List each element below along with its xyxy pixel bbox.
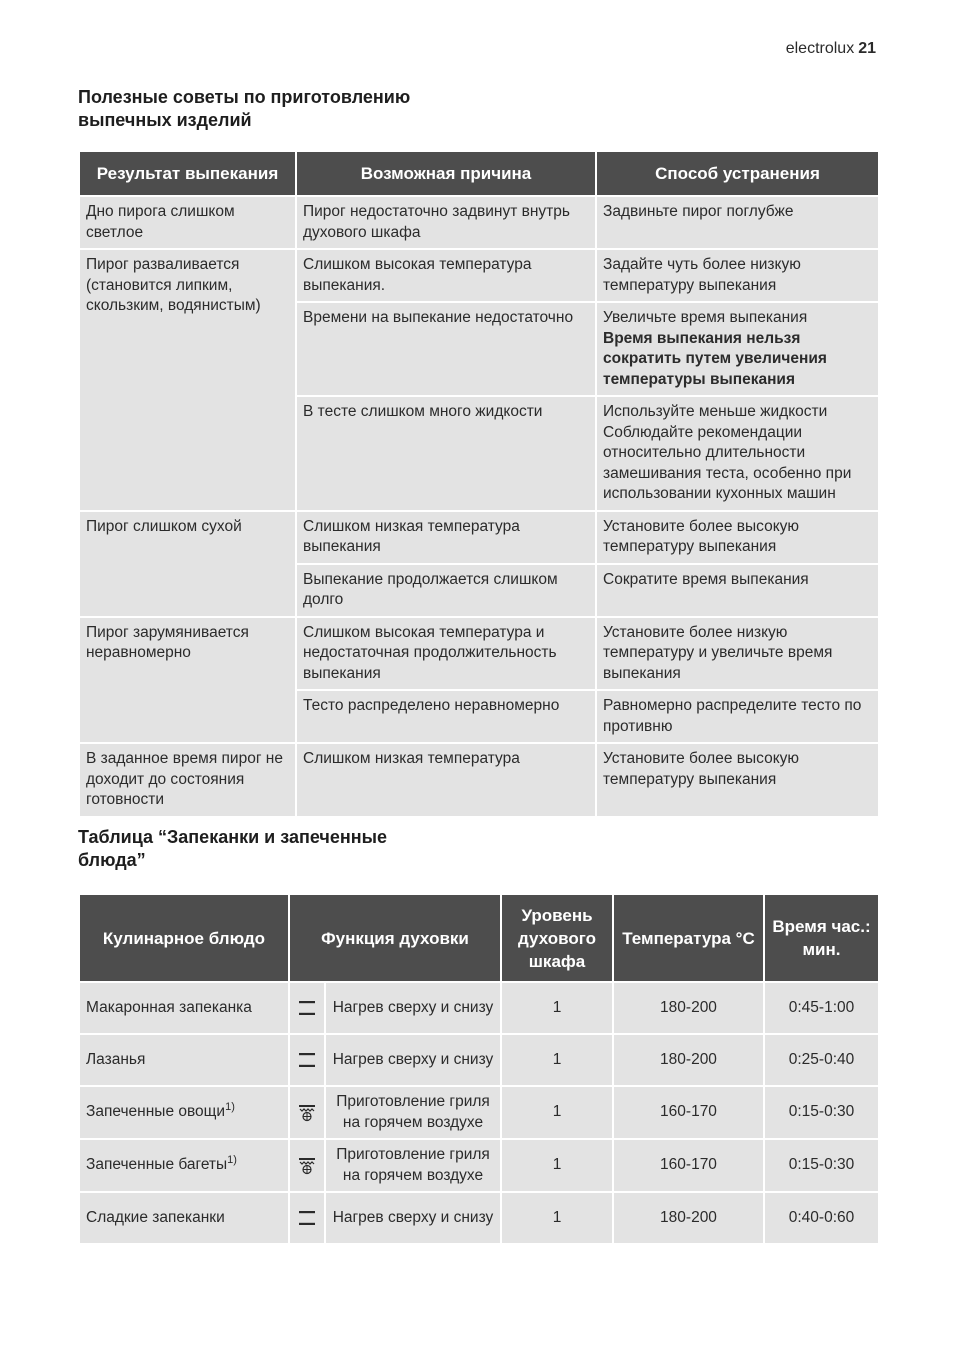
table-row [79, 1192, 879, 1244]
dish-cell [79, 1034, 289, 1086]
table-row [79, 1034, 879, 1086]
function-cell: Нагрев сверху и снизу [325, 982, 501, 1034]
temperature-cell: 180-200 [613, 1192, 764, 1244]
remedy-cell: Установите более низкую температуру и увеличьте время выпекания [596, 617, 879, 691]
page-header [786, 40, 876, 58]
dish-cell [79, 1139, 289, 1192]
level-cell: 1 [501, 982, 613, 1034]
cause-cell: Пирог недостаточно задвинут внутрь духового шкафа [296, 196, 596, 249]
time-cell: 0:15-0:30 [764, 1139, 879, 1192]
column-header-temperature: Температура °C [613, 894, 764, 982]
top-bottom-heat-icon [289, 1192, 325, 1244]
turbo-grill-icon [289, 1139, 325, 1192]
function-cell: Приготовление гриля на горячем воздухе [325, 1139, 501, 1192]
column-header-function: Функция духовки [289, 894, 501, 982]
casserole-section-title: Таблица “Запеканки и запеченные блюда” [78, 827, 387, 870]
table-row [79, 196, 879, 249]
table-row [79, 982, 879, 1034]
remedy-text: Увеличьте время выпекания [603, 309, 808, 326]
cause-cell: Слишком высокая температура и недостаточная продолжительность выпекания [296, 617, 596, 691]
remedy-cell: Установите более высокую температуру выпекания [596, 511, 879, 564]
footnote-marker: 1) [227, 1154, 237, 1167]
table-row [79, 743, 879, 817]
table-row [79, 1139, 879, 1192]
remedy-cell: Задайте чуть более низкую температуру выпекания [596, 249, 879, 302]
remedy-cell: Сократите время выпекания [596, 564, 879, 617]
page-number: 21 [858, 40, 876, 57]
level-cell: 1 [501, 1192, 613, 1244]
remedy-warning: Время выпекания нельзя сократить путем увеличения температуры выпекания [603, 329, 827, 388]
cause-cell: Слишком высокая температура выпекания. [296, 249, 596, 302]
result-cell: Пирог слишком сухой [79, 511, 296, 617]
result-cell: В заданное время пирог не доходит до состояния готовности [79, 743, 296, 817]
dish-name: Запеченные овощи [86, 1103, 226, 1121]
tips-section-title: Полезные советы по приготовлению выпечных изделий [78, 87, 411, 130]
time-cell: 0:40-0:60 [764, 1192, 879, 1244]
table-row [79, 511, 879, 564]
turbo-grill-icon [289, 1086, 325, 1139]
dish-cell [79, 982, 289, 1034]
dish-name: Запеченные багеты [86, 1156, 228, 1174]
function-cell: Нагрев сверху и снизу [325, 1034, 501, 1086]
remedy-cell: Установите более высокую температуру выпекания [596, 743, 879, 817]
table-row [79, 249, 879, 302]
top-bottom-heat-icon [289, 982, 325, 1034]
table-row [79, 617, 879, 691]
column-header-cause: Возможная причина [296, 151, 596, 196]
dish-cell [79, 1086, 289, 1139]
table-header-row [79, 151, 879, 196]
cause-cell: В тесте слишком много жидкости [296, 396, 596, 511]
level-cell: 1 [501, 1086, 613, 1139]
level-cell: 1 [501, 1139, 613, 1192]
dish-name: Макаронная запеканка [86, 998, 252, 1016]
dish-name: Сладкие запеканки [86, 1208, 225, 1226]
time-cell: 0:45-1:00 [764, 982, 879, 1034]
time-cell: 0:15-0:30 [764, 1086, 879, 1139]
result-cell: Пирог зарумянивается неравномерно [79, 617, 296, 744]
cause-cell: Времени на выпекание недостаточно [296, 302, 596, 396]
level-cell: 1 [501, 1034, 613, 1086]
cause-cell: Выпекание продолжается слишком долго [296, 564, 596, 617]
dish-name: Лазанья [86, 1050, 146, 1068]
function-cell: Приготовление гриля на горячем воздухе [325, 1086, 501, 1139]
remedy-cell: Используйте меньше жидкости Соблюдайте рекомендации относительно длительности замешивания теста, особенно при использовании кухонных машин [596, 396, 879, 511]
remedy-cell: Равномерно распределите тесто по противню [596, 690, 879, 743]
remedy-cell: Задвиньте пирог поглубже [596, 196, 879, 249]
table-header-row [79, 894, 879, 982]
table-row [79, 1086, 879, 1139]
column-header-level: Уровень духового шкафа [501, 894, 613, 982]
time-cell: 0:25-0:40 [764, 1034, 879, 1086]
temperature-cell: 160-170 [613, 1139, 764, 1192]
top-bottom-heat-icon [289, 1034, 325, 1086]
function-cell: Нагрев сверху и снизу [325, 1192, 501, 1244]
remedy-cell [596, 302, 879, 396]
brand-name: electrolux [785, 40, 855, 57]
column-header-dish: Кулинарное блюдо [79, 894, 289, 982]
footnote-marker: 1) [225, 1101, 235, 1114]
result-cell: Пирог разваливается (становится липким, скользким, водянистым) [79, 249, 296, 511]
cause-cell: Тесто распределено неравномерно [296, 690, 596, 743]
column-header-remedy: Способ устранения [596, 151, 879, 196]
temperature-cell: 160-170 [613, 1086, 764, 1139]
column-header-result: Результат выпекания [79, 151, 296, 196]
column-header-time: Время час.: мин. [764, 894, 879, 982]
temperature-cell: 180-200 [613, 982, 764, 1034]
cause-cell: Слишком низкая температура выпекания [296, 511, 596, 564]
dish-cell [79, 1192, 289, 1244]
cause-cell: Слишком низкая температура [296, 743, 596, 817]
result-cell: Дно пирога слишком светлое [79, 196, 296, 249]
temperature-cell: 180-200 [613, 1034, 764, 1086]
baking-tips-table [78, 150, 880, 818]
casserole-table [78, 893, 880, 1245]
